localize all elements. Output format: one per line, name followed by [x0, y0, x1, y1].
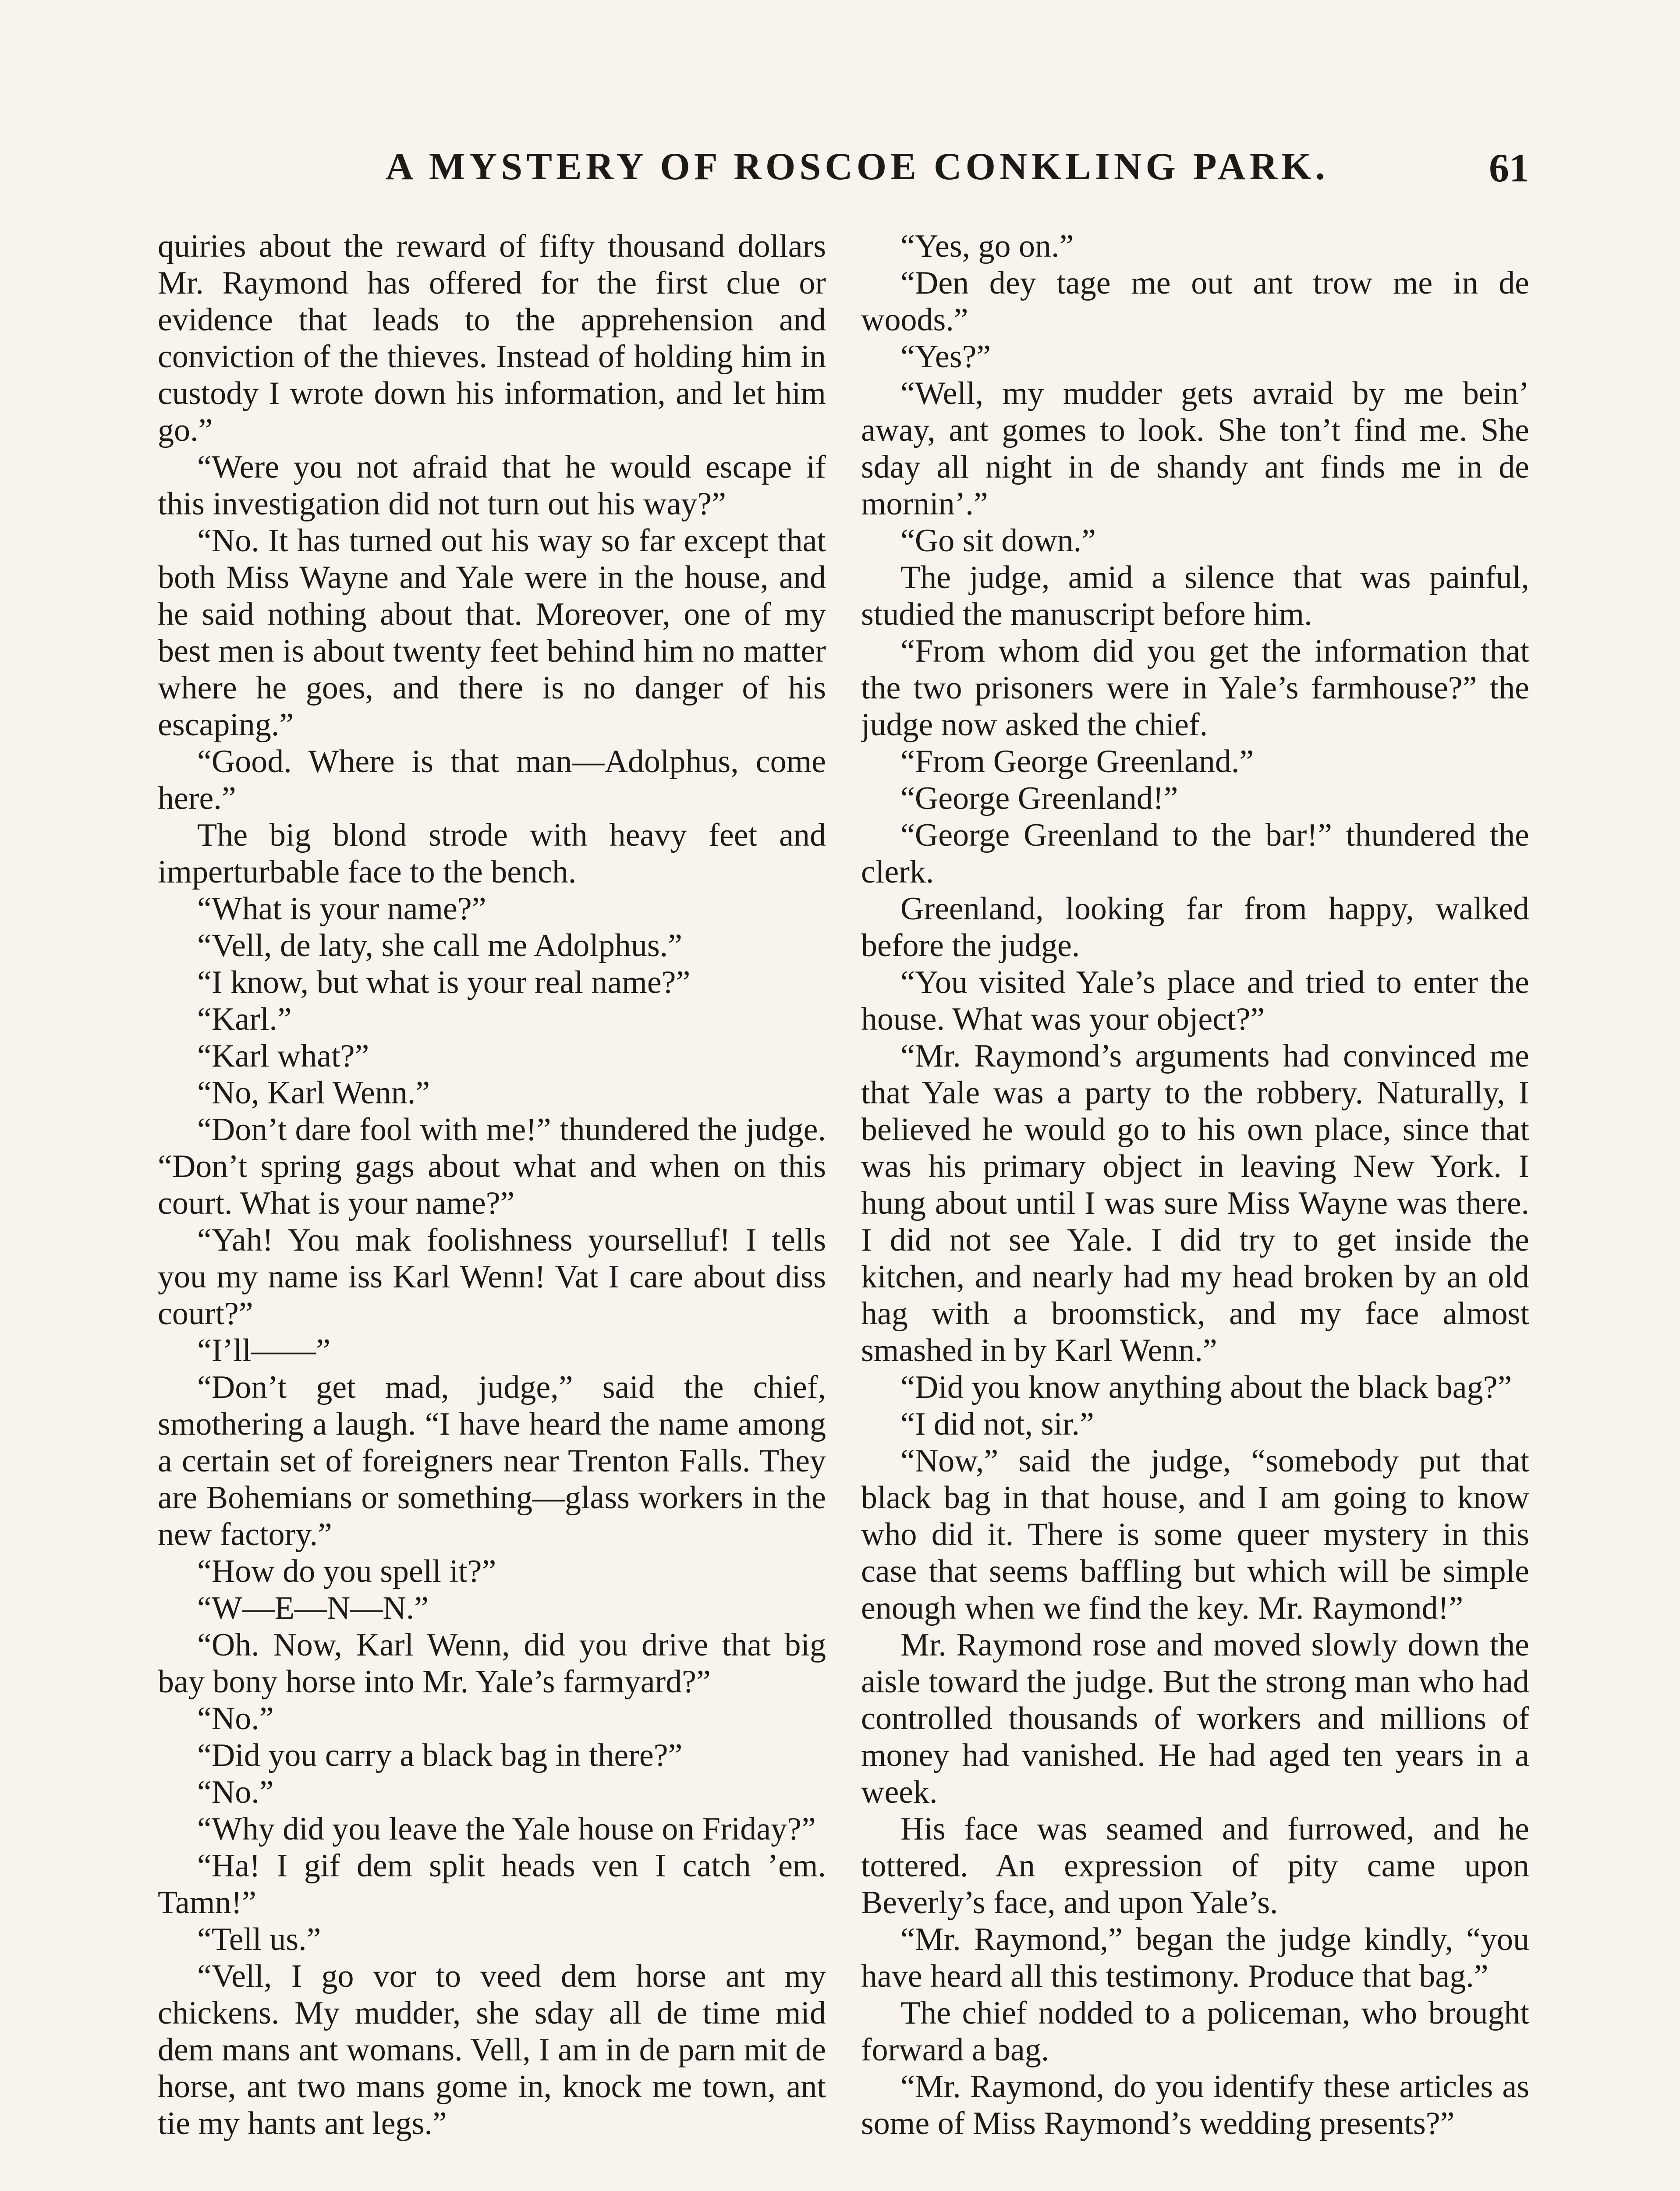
paragraph: “Why did you leave the Yale house on Friday?” — [197, 1811, 816, 1847]
paragraph: “Karl.” — [197, 1001, 292, 1037]
paragraph: “No.” — [197, 1774, 274, 1810]
paragraph: “Vell, de laty, she call me Adolphus.” — [197, 928, 682, 964]
paragraph: “Mr. Raymond,” began the judge kindly, “you have heard all this testimony. Produce that bag.” — [861, 1922, 1529, 1994]
paragraph: “W—E—N—N.” — [197, 1590, 429, 1626]
paragraph: “I’ll——” — [197, 1333, 331, 1368]
paragraph: “No, Karl Wenn.” — [197, 1075, 430, 1111]
paragraph: “Now,” said the judge, “somebody put that black bag in that house, and I am going to know who did it. There is some queer mystery in this case that seems baffling but which will be simple enough when we find the key. Mr. Raymond!” — [861, 1443, 1529, 1626]
paragraph: “George Greenland!” — [900, 780, 1178, 816]
left-text-column — [158, 228, 826, 2191]
paragraph: “Did you know anything about the black bag?” — [900, 1369, 1512, 1405]
paragraph: “Ha! I gif dem split heads ven I catch ’em. Tamn!” — [158, 1848, 826, 1921]
paragraph: “I did not, sir.” — [900, 1406, 1094, 1442]
paragraph: Greenland, looking far from happy, walked before the judge. — [861, 891, 1529, 964]
paragraph: “Did you carry a black bag in there?” — [197, 1737, 683, 1773]
paragraph: “Yes?” — [900, 339, 991, 375]
paragraph: “No. It has turned out his way so far except that both Miss Wayne and Yale were in the house, and he said nothing about that. Moreover, one of my best men is about twenty feet behind him no matter where he goes, and there is no danger of his escaping.” — [158, 523, 826, 743]
paragraph: “Vell, I go vor to veed dem horse ant my chickens. My mudder, she sday all de time mid dem mans ant womans. Vell, I am in de parn mit de horse, ant two mans gome in, knock me town, ant tie my hants ant legs.” — [158, 1958, 826, 2141]
paragraph: “Yah! You mak foolishness yourselluf! I tells you my name iss Karl Wenn! Vat I care about diss court?” — [158, 1222, 826, 1332]
paragraph: The big blond strode with heavy feet and imperturbable face to the bench. — [158, 817, 826, 890]
paragraph: “Well, my mudder gets avraid by me bein’ away, ant gomes to look. She ton’t find me. She sday all night in de shandy ant finds me in de mornin’.” — [861, 376, 1529, 522]
paragraph: “Oh. Now, Karl Wenn, did you drive that big bay bony horse into Mr. Yale’s farmyard?” — [158, 1627, 826, 1700]
right-text-column — [861, 228, 1529, 2191]
paragraph: “Don’t get mad, judge,” said the chief, smothering a laugh. “I have heard the name among a certain set of foreigners near Trenton Falls. They are Bohemians or something—glass workers in the new factory.” — [158, 1369, 826, 1553]
paragraph: “Karl what?” — [197, 1038, 369, 1074]
paragraph: “Good. Where is that man—Adolphus, come here.” — [158, 744, 826, 816]
paragraph: “George Greenland to the bar!” thundered the clerk. — [861, 817, 1529, 890]
paragraph: “Go sit down.” — [900, 523, 1096, 559]
page-number: 61 — [1489, 145, 1529, 190]
paragraph: “Yes, go on.” — [900, 228, 1074, 264]
paragraph: “I know, but what is your real name?” — [197, 964, 691, 1000]
paragraph: “You visited Yale’s place and tried to enter the house. What was your object?” — [861, 964, 1529, 1037]
paragraph: “Were you not afraid that he would escape if this investigation did not turn out his way?” — [158, 449, 826, 522]
paragraph: Mr. Raymond rose and moved slowly down the aisle toward the judge. But the strong man who had controlled thousands of workers and millions of money had vanished. He had aged ten years in a week. — [861, 1627, 1529, 1810]
paragraph: The chief nodded to a policeman, who brought forward a bag. — [861, 1995, 1529, 2068]
paragraph: “No.” — [197, 1701, 274, 1737]
paragraph: “Mr. Raymond, do you identify these articles as some of Miss Raymond’s wedding presents?” — [861, 2069, 1529, 2141]
paragraph: “How do you spell it?” — [197, 1553, 496, 1589]
paragraph: “Den dey tage me out ant trow me in de woods.” — [861, 265, 1529, 338]
page-header — [158, 145, 1529, 197]
paragraph: “Don’t dare fool with me!” thundered the judge. “Don’t spring gags about what and when on this court. What is your name?” — [158, 1112, 826, 1221]
paragraph: “Mr. Raymond’s arguments had convinced me that Yale was a party to the robbery. Naturally, I believed he would go to his own place, since that was his primary object in leaving New York. I hung about until I was sure Miss Wayne was there. I did not see Yale. I did try to get inside the kitchen, and nearly had my head broken by an old hag with a broomstick, and my face almost smashed in by Karl Wenn.” — [861, 1038, 1529, 1368]
paragraph: quiries about the reward of fifty thousand dollars Mr. Raymond has offered for the first clue or evidence that leads to the apprehension and conviction of the thieves. Instead of holding him in custody I wrote down his information, and let him go.” — [158, 228, 826, 448]
running-title: A MYSTERY OF ROSCOE CONKLING PARK. — [386, 145, 1329, 188]
paragraph: “What is your name?” — [197, 891, 486, 927]
paragraph: “Tell us.” — [197, 1922, 321, 1957]
paragraph: His face was seamed and furrowed, and he tottered. An expression of pity came upon Beverly’s face, and upon Yale’s. — [861, 1811, 1529, 1921]
paragraph: “From whom did you get the information that the two prisoners were in Yale’s farmhouse?” the judge now asked the chief. — [861, 633, 1529, 743]
paragraph: The judge, amid a silence that was painful, studied the manuscript before him. — [861, 560, 1529, 632]
paragraph: “From George Greenland.” — [900, 744, 1254, 780]
